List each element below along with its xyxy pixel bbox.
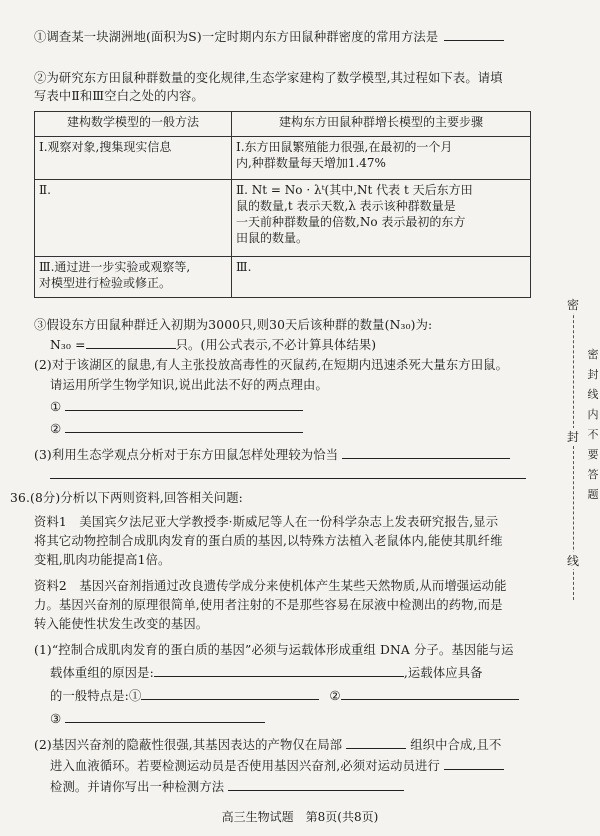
table-header-row <box>35 112 531 137</box>
cell-line: 对模型进行检验或修正。 <box>39 276 172 290</box>
answer-blank[interactable] <box>341 687 519 700</box>
question-36-1-line1: (1)“控制合成肌肉发育的蛋白质的基因”必须与运载体形成重组 DNA 分子。基因能与运 <box>34 643 514 657</box>
cell-line: 一天前种群数量的倍数,No 表示最初的东方 <box>236 215 466 229</box>
answer-blank[interactable] <box>141 687 319 700</box>
margin-char: 答 <box>587 468 599 481</box>
question-text: ,运载体应具备 <box>403 666 483 680</box>
question-text: 载体重组的原因是: <box>50 666 154 680</box>
question-36-stem: 36.(8分)分析以下两则资料,回答相关问题: <box>10 491 243 505</box>
cell-line: Ⅱ. Nt = No · λᵗ(其中,Nt 代表 t 天后东方田 <box>236 183 473 197</box>
question-item-2-line2: 写表中Ⅱ和Ⅲ空白之处的内容。 <box>34 89 204 103</box>
margin-char: 不 <box>587 428 599 441</box>
answer-blank[interactable] <box>342 446 510 459</box>
table-cell <box>232 137 531 180</box>
question-36-1-line4 <box>50 710 265 727</box>
question-36-2-line3 <box>50 778 404 795</box>
answer-blank[interactable] <box>444 28 504 41</box>
question-text: 组织中合成,且不 <box>410 738 502 752</box>
margin-char: 内 <box>587 408 599 421</box>
answer-blank[interactable] <box>346 736 406 749</box>
marker: ② <box>50 422 62 436</box>
cell-line: Ⅰ.东方田鼠繁殖能力很强,在最初的一个月 <box>236 140 453 154</box>
question-item-3-line2 <box>50 336 376 353</box>
question-36-1-line3 <box>50 687 519 704</box>
page-footer: 高三生物试题 第8页(共8页) <box>221 810 379 824</box>
table-cell <box>35 137 232 180</box>
unit-note: 只。(用公式表示,不必计算具体结果) <box>175 338 377 352</box>
table-row <box>35 137 531 180</box>
margin-char: 密 <box>563 296 583 313</box>
question-item-1 <box>34 28 504 45</box>
cell-line: Ⅰ.观察对象,搜集现实信息 <box>39 140 172 154</box>
question-text: 进入血液循环。若要检测运动员是否使用基因兴奋剂,必须对运动员进行 <box>50 759 440 773</box>
margin-char: 封 <box>563 428 583 445</box>
table-header-cell: 建构数学模型的一般方法 <box>35 112 232 137</box>
answer-blank[interactable] <box>50 466 526 479</box>
marker: ② <box>329 689 341 703</box>
margin-char: 要 <box>587 448 599 461</box>
answer-blank[interactable] <box>228 778 404 791</box>
margin-char: 题 <box>587 488 599 501</box>
model-table <box>34 111 531 298</box>
question-35-2-line1: (2)对于该湖区的鼠患,有人主张投放高毒性的灭鼠药,在短期内迅速杀死大量东方田鼠。 <box>34 358 509 372</box>
cell-line: 鼠的数量,t 表示天数,λ 表示该种群数量是 <box>236 199 456 213</box>
cell-line: Ⅲ.通过进一步实验或观察等, <box>39 260 191 274</box>
table-cell <box>35 257 232 298</box>
table-cell[interactable] <box>232 257 531 298</box>
answer-blank[interactable] <box>65 710 265 723</box>
question-text: (3)利用生态学观点分析对于东方田鼠怎样处理较为恰当 <box>34 448 339 462</box>
question-35-3 <box>34 446 510 463</box>
answer-line-1 <box>50 398 303 415</box>
material-1-line: 变粗,肌肉功能提高1倍。 <box>34 553 171 567</box>
question-text: (2)基因兴奋剂的隐蔽性很强,其基因表达的产物仅在局部 <box>34 738 343 752</box>
margin-notice <box>586 345 600 505</box>
question-text: 的一般特点是:① <box>50 689 142 703</box>
margin-char: 线 <box>587 388 599 401</box>
marker: ③ <box>50 712 62 726</box>
answer-blank[interactable] <box>154 664 404 677</box>
answer-blank[interactable] <box>65 398 303 411</box>
n30-label: N₃₀ = <box>50 338 86 352</box>
question-text: 检测。并请你写出一种检测方法 <box>50 780 225 794</box>
material-2-line: 资料2 基因兴奋剂指通过改良遗传学成分来使机体产生某些天然物质,从而增强运动能 <box>34 579 507 593</box>
question-35-2-line2: 请运用所学生物学知识,说出此法不好的两点理由。 <box>50 378 328 392</box>
question-text: ①调查某一块湖洲地(面积为S)一定时期内东方田鼠种群密度的常用方法是 <box>34 30 439 44</box>
margin-char: 线 <box>563 552 583 569</box>
answer-blank[interactable] <box>65 420 303 433</box>
answer-blank[interactable] <box>444 757 504 770</box>
material-2-line: 力。基因兴奋剂的原理很简单,使用者注射的不是那些容易在尿液中检测出的药物,而是 <box>34 598 503 612</box>
question-36-2-line1 <box>34 736 501 753</box>
answer-line-2 <box>50 420 303 437</box>
question-36-2-line2 <box>50 757 504 774</box>
cell-line: 内,种群数量每天增加1.47% <box>236 156 386 170</box>
cell-line: Ⅲ. <box>236 260 252 274</box>
table-cell[interactable] <box>35 180 232 257</box>
question-item-2-line1: ②为研究东方田鼠种群数量的变化规律,生态学家建构了数学模型,其过程如下表。请填 <box>34 71 503 85</box>
material-1-line: 将其它动物控制合成肌肉发育的蛋白质的基因,以特殊方法植入老鼠体内,能使其肌纤维 <box>34 534 503 548</box>
marker: ① <box>50 400 62 414</box>
margin-char: 密 <box>587 348 599 361</box>
material-2-line: 转入能使性状发生改变的基因。 <box>34 617 209 631</box>
question-36-1-line2 <box>50 664 483 681</box>
cell-line: 田鼠的数量。 <box>236 231 309 245</box>
answer-blank[interactable] <box>86 336 176 349</box>
table-row <box>35 180 531 257</box>
answer-line-continued <box>50 466 526 483</box>
question-item-3-line1: ③假设东方田鼠种群迁入初期为3000只,则30天后该种群的数量(N₃₀)为: <box>34 318 433 332</box>
margin-char: 封 <box>587 368 599 381</box>
material-1-line: 资料1 美国宾夕法尼亚大学教授李·斯威尼等人在一份科学杂志上发表研究报告,显示 <box>34 515 499 529</box>
cell-line: Ⅱ. <box>39 183 51 197</box>
table-row <box>35 257 531 298</box>
table-header-cell: 建构东方田鼠种群增长模型的主要步骤 <box>232 112 531 137</box>
table-cell <box>232 180 531 257</box>
